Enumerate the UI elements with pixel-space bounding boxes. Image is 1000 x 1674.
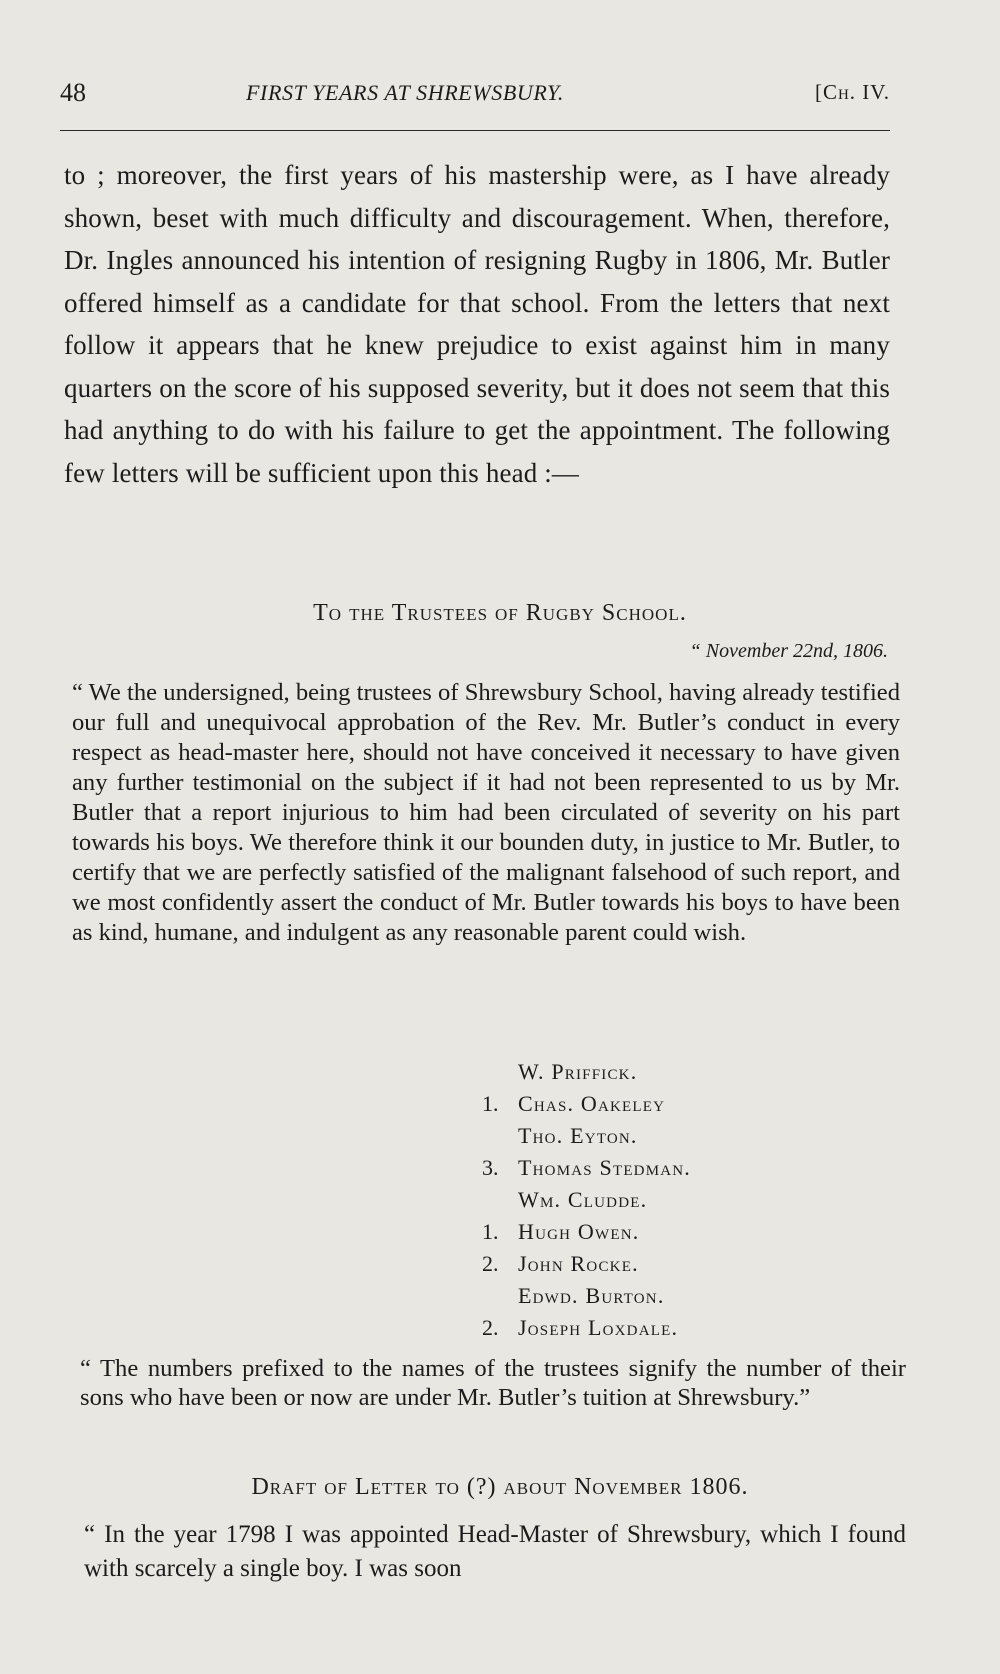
- signatory: [478, 1280, 808, 1312]
- signatory-number: 3.: [482, 1155, 499, 1180]
- header-rule: [60, 130, 890, 131]
- signatory-number: 2.: [482, 1251, 499, 1276]
- signatory-name: Tho. Eyton.: [518, 1123, 638, 1148]
- signatory: [478, 1184, 808, 1216]
- letter-heading-draft: Draft of Letter to (?) about November 1806.: [251, 1474, 749, 1500]
- signatory-name: Edwd. Burton.: [518, 1283, 665, 1308]
- signatory-number: 1.: [482, 1219, 499, 1244]
- signatory-name: John Rocke.: [518, 1251, 639, 1276]
- signatory: [478, 1248, 808, 1280]
- signatory-name: Wm. Cludde.: [518, 1187, 648, 1212]
- letter-date: “ November 22nd, 1806.: [689, 640, 888, 662]
- trustees-letter-text: “ We the undersigned, being trustees of Shrewsbury School, having already testified our full and unequivocal approbation of the Rev. Mr. Butler’s conduct in every respect as head-master here, should not have conceived it necessary to have given any further testimonial on the subject if it had not been represented to us by Mr. Butler that a report injurious to him had been circulated of severity on his part towards his boys. We therefore think it our bounden duty, in justice to Mr. Butler, to certify that we are perfectly satisfied of the malignant falsehood of such report, and we most confidently assert the conduct of Mr. Butler towards his boys to have been as kind, humane, and indulgent as any reasonable parent could wish.: [72, 679, 900, 946]
- signatory: [478, 1152, 808, 1184]
- signatory-list: [478, 1056, 808, 1344]
- draft-letter-text: “ In the year 1798 I was appointed Head-Master of Shrewsbury, which I found with scarcely a single boy. I was soon: [84, 1521, 906, 1582]
- signatory-name: W. Priffick.: [518, 1059, 638, 1084]
- signatory-name: Thomas Stedman.: [518, 1155, 692, 1180]
- signatory: [478, 1312, 808, 1344]
- signatory-name: Joseph Loxdale.: [518, 1315, 679, 1340]
- signatory-number: 1.: [482, 1091, 499, 1116]
- letter-heading-trustees: To the Trustees of Rugby School.: [313, 600, 687, 626]
- running-title: FIRST YEARS AT SHREWSBURY.: [246, 80, 564, 105]
- signatory: [478, 1056, 808, 1088]
- signatory-name: Hugh Owen.: [518, 1219, 640, 1244]
- page-number: 48: [60, 78, 86, 107]
- signatory-number: 2.: [482, 1315, 499, 1340]
- body-paragraph: to ; moreover, the first years of his mastership were, as I have already shown, beset with much difficulty and discouragement. When, therefore, Dr. Ingles announced his intention of resigning Rugby in 1806, Mr. Butler offered himself as a candidate for that school. From the letters that next follow it appears that he knew prejudice to exist against him in many quarters on the score of his supposed severity, but it does not seem that this had anything to do with his failure to get the appointment. The following few letters will be sufficient upon this head :—: [64, 160, 890, 488]
- signatory: [478, 1088, 808, 1120]
- signatory: [478, 1120, 808, 1152]
- signatory-name: Chas. Oakeley: [518, 1091, 666, 1116]
- running-header: [60, 74, 890, 114]
- trustees-note: “ The numbers prefixed to the names of the trustees signify the number of their sons who have been or now are under Mr. Butler’s tuition at Shrewsbury.”: [80, 1355, 906, 1411]
- chapter-reference: [Ch. IV.: [814, 80, 890, 104]
- signatory: [478, 1216, 808, 1248]
